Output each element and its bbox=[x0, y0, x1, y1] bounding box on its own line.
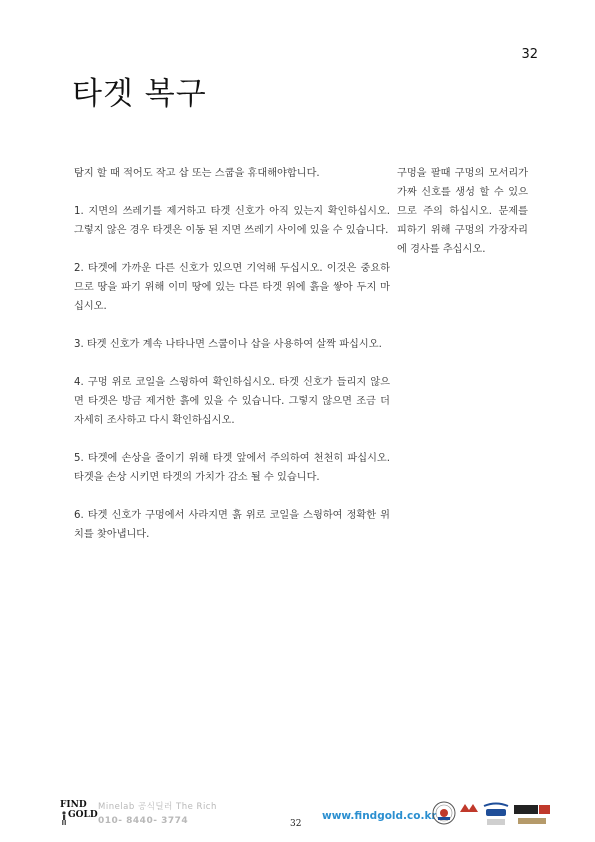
logo-gold-text: GOLD bbox=[68, 810, 98, 820]
find-gold-logo bbox=[60, 800, 98, 830]
side-note: 구멍을 팔때 구멍의 모서리가 가짜 신호를 생성 할 수 있으므로 주의 하십시오. 문제를 피하기 위해 구멍의 가장자리에 경사를 추십시오. bbox=[397, 168, 528, 255]
step-4: 4. 구멍 위로 코일을 스윙하여 확인하십시오. 타겟 신호가 들리지 않으면 타겟은 방금 제거한 흙에 있을 수 있습니다. 그렇지 않으면 조금 더 자세히 조사하고 다시 확인하십시오. bbox=[74, 377, 390, 426]
phone-number: 010- 8440- 3774 bbox=[98, 816, 189, 826]
step-5: 5. 타겟에 손상을 줄이기 위해 타겟 앞에서 주의하여 천천히 파십시오. 타겟을 손상 시키면 타겟의 가치가 감소 될 수 있습니다. bbox=[74, 453, 390, 483]
step-6: 6. 타겟 신호가 구멍에서 사라지면 흙 위로 코일을 스윙하여 정확한 위치를 찾아냅니다. bbox=[74, 510, 390, 540]
brand-logos bbox=[432, 799, 540, 829]
step-1: 1. 지면의 쓰레기를 제거하고 타겟 신호가 아직 있는지 확인하십시오. 그렇지 않은 경우 타겟은 이동 된 지면 쓰레기 사이에 있을 수 있습니다. bbox=[74, 206, 390, 236]
prospector-icon bbox=[61, 811, 67, 825]
minelab-seal-logo bbox=[432, 801, 456, 825]
page-number: 32 bbox=[521, 47, 538, 62]
step-3: 3. 타겟 신호가 계속 나타나면 스쿱이나 삽을 사용하여 살짝 파십시오. bbox=[74, 339, 382, 350]
whites-logo bbox=[481, 801, 511, 827]
footer-page-number: 32 bbox=[290, 819, 302, 829]
step-2: 2. 타겟에 가까운 다른 신호가 있으면 기억해 두십시오. 이것은 중요하므로 땅을 파기 위해 이미 땅에 있는 다른 타겟 위에 흙을 쌓아 두지 마십시오. bbox=[74, 263, 390, 312]
dealer-text: Minelab 공식딜러 The Rich bbox=[98, 802, 217, 812]
intro-text: 탐지 할 때 적어도 작고 삽 또는 스쿱을 휴대해야합니다. bbox=[74, 168, 320, 179]
main-column bbox=[74, 164, 390, 563]
logo-find-text: FIND bbox=[60, 800, 87, 810]
brand-red-logo bbox=[459, 802, 479, 814]
website-link[interactable]: www.findgold.co.kr bbox=[322, 810, 437, 822]
coiltek-logo bbox=[512, 801, 552, 827]
page-title: 타겟 복구 bbox=[72, 76, 207, 112]
